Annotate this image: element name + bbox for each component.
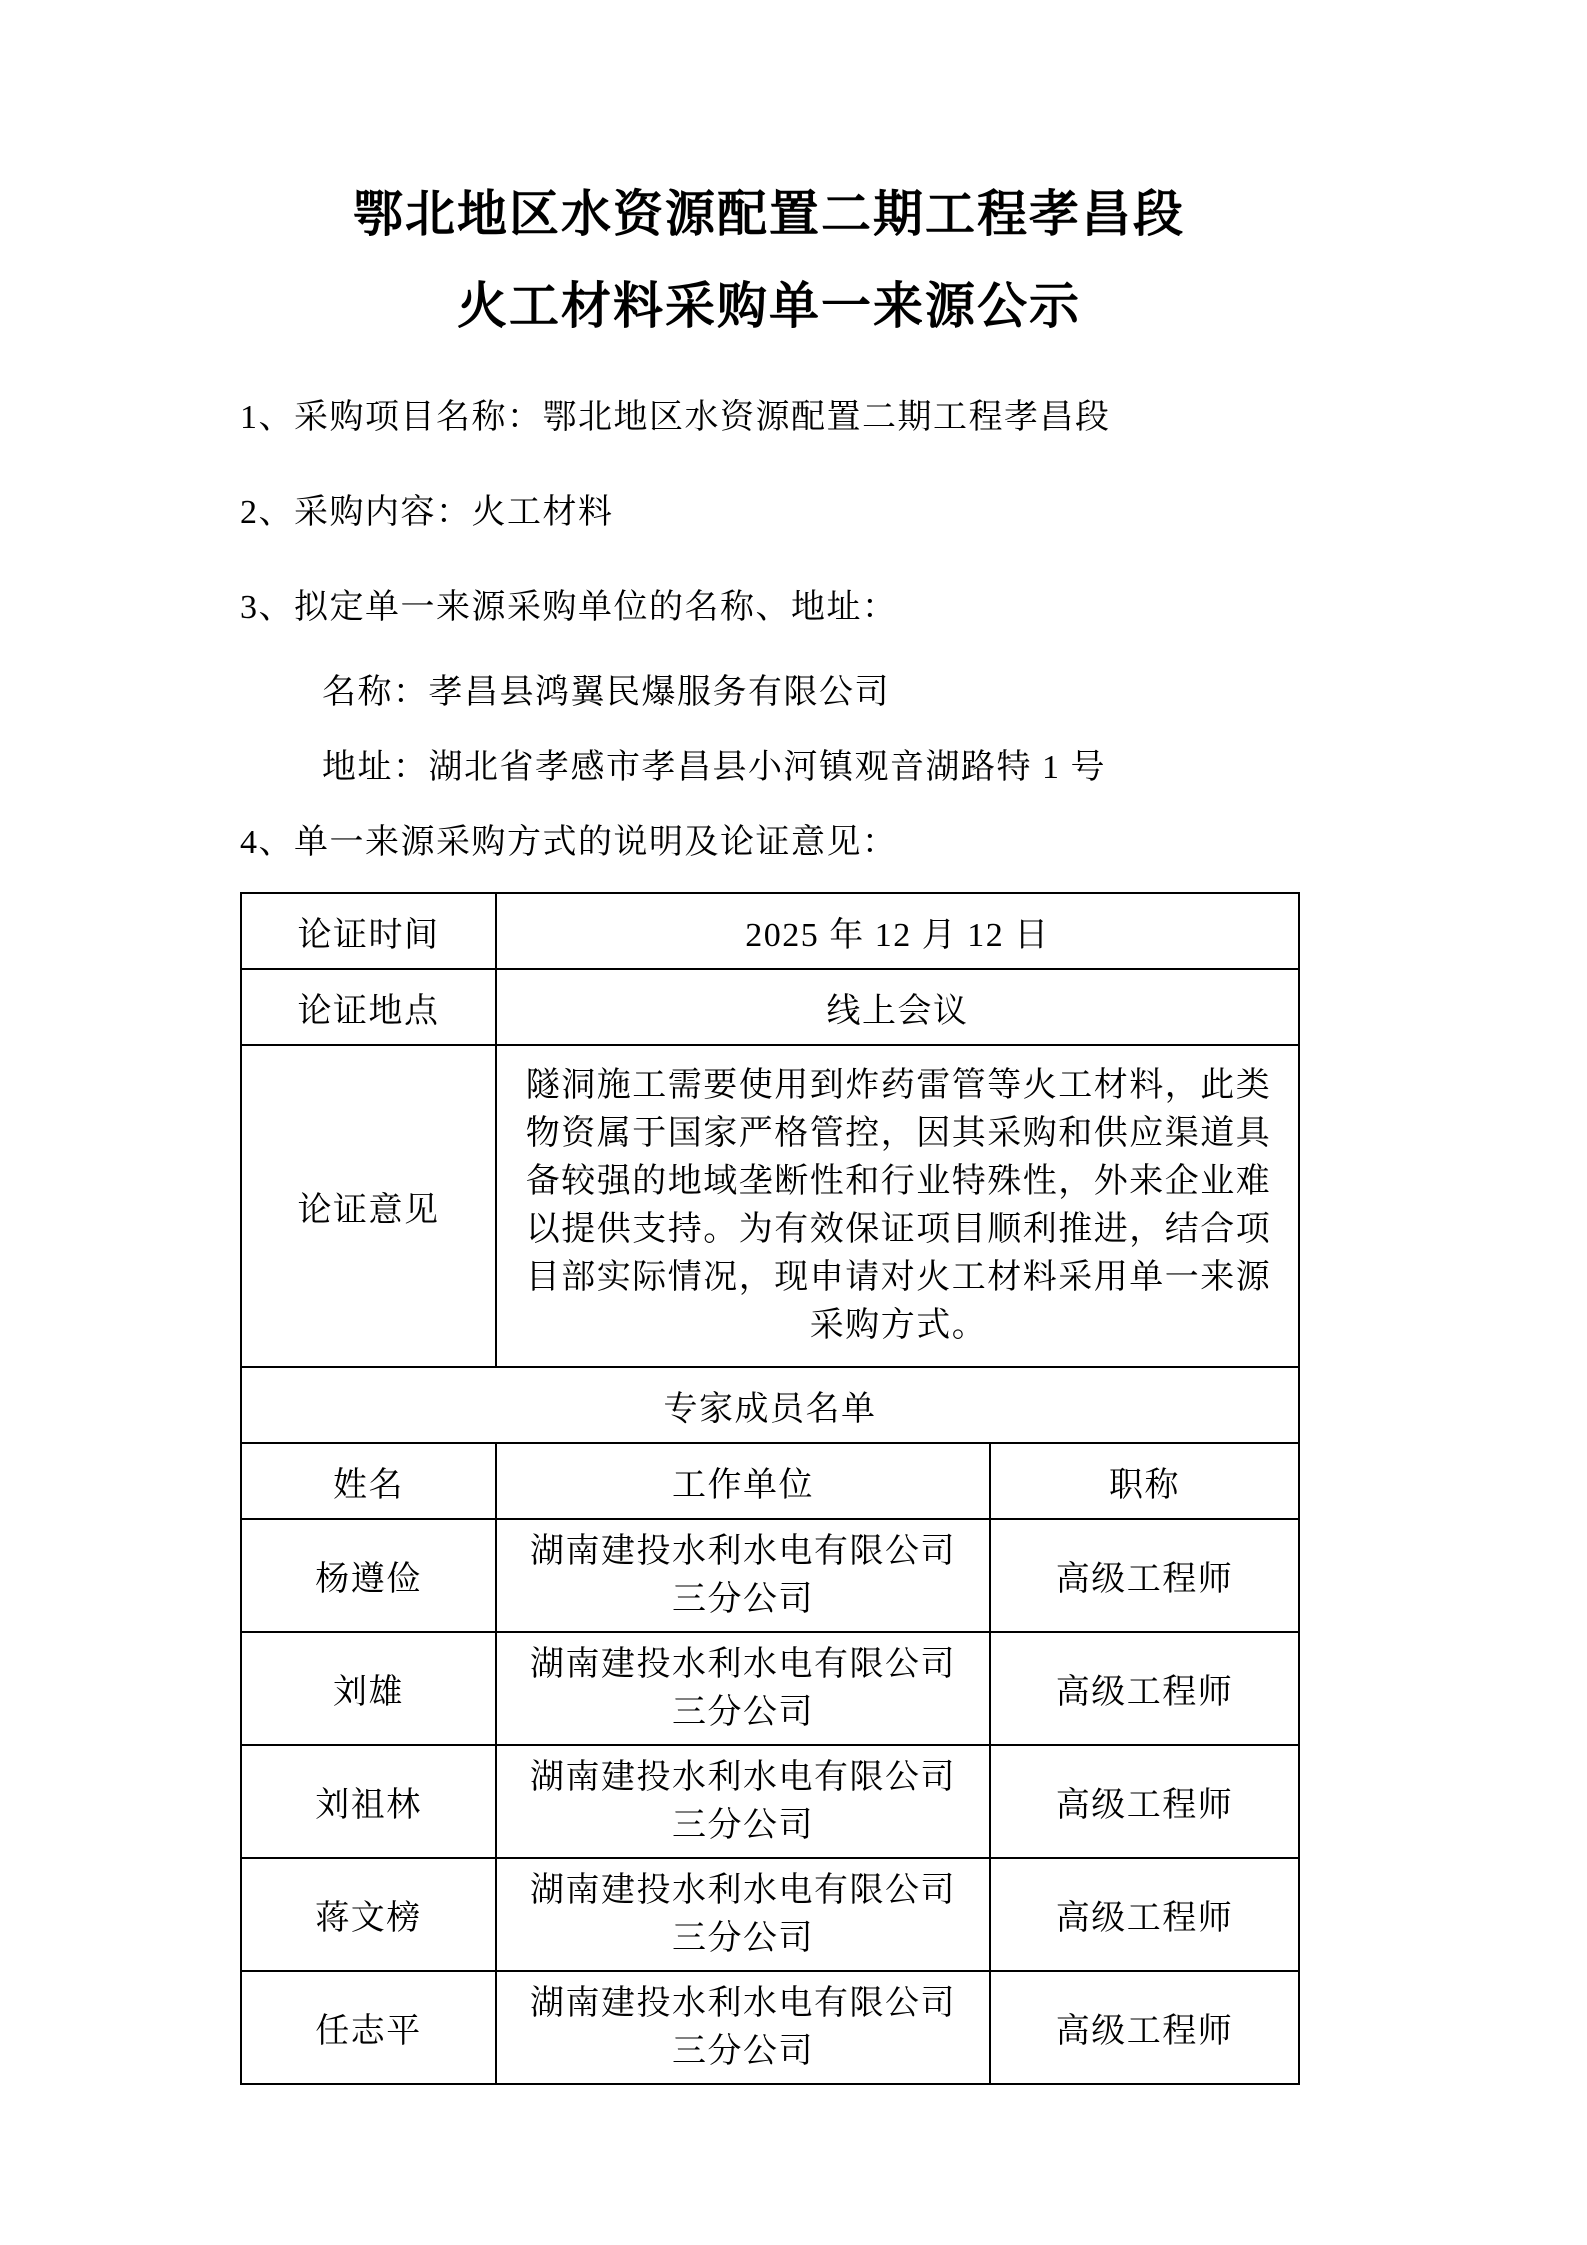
expert-org [496,1632,990,1745]
expert-org [496,1745,990,1858]
expert-title: 高级工程师 [990,1745,1299,1858]
expert-row-1 [241,1519,1299,1632]
expert-row-3 [241,1745,1299,1858]
item-4-justification-heading: 4、单一来源采购方式的说明及论证意见： [240,824,898,861]
expert-org-line-1: 湖南建投水利水电有限公司 [530,1871,956,1909]
expert-name: 蒋文榜 [241,1858,496,1971]
row-experts-header [241,1443,1299,1519]
expert-org-line-1: 湖南建投水利水电有限公司 [530,1758,956,1796]
expert-row-5 [241,1971,1299,2084]
demonstration-place-label: 论证地点 [241,969,496,1045]
document-title [240,168,1298,352]
column-header-title: 职称 [990,1443,1299,1519]
expert-name: 刘祖林 [241,1745,496,1858]
demonstration-opinion-text: 隧洞施工需要使用到炸药雷管等火工材料，此类物资属于国家严格管控，因其采购和供应渠道具备较强的地域垄断性和行业特殊性，外来企业难以提供支持。为有效保证项目顺利推进，结合项目部实际情况，现申请对火工材料采用单一来源采购方式。 [496,1045,1299,1367]
numbered-items [240,370,1298,880]
expert-row-4 [241,1858,1299,1971]
item-3-supplier-heading: 3、拟定单一来源采购单位的名称、地址： [240,589,898,626]
demonstration-place-value: 线上会议 [496,969,1299,1045]
row-demonstration-time [241,893,1299,969]
expert-title: 高级工程师 [990,1632,1299,1745]
supplier-address-line: 地址：湖北省孝感市孝昌县小河镇观音湖路特 1 号 [322,749,1106,786]
expert-org-line-2: 三分公司 [672,2032,814,2070]
item-2-procurement-content: 2、采购内容：火工材料 [240,494,614,531]
demonstration-opinion-label: 论证意见 [241,1045,496,1367]
demonstration-time-label: 论证时间 [241,893,496,969]
document-title-line-2: 火工材料采购单一来源公示 [457,278,1081,334]
expert-org-line-2: 三分公司 [672,1580,814,1618]
expert-org-line-1: 湖南建投水利水电有限公司 [530,1532,956,1570]
row-demonstration-place [241,969,1299,1045]
expert-name: 杨遵俭 [241,1519,496,1632]
expert-org-line-2: 三分公司 [672,1919,814,1957]
row-experts-section-title [241,1367,1299,1443]
supplier-name-line: 名称：孝昌县鸿翼民爆服务有限公司 [322,674,890,711]
column-header-org: 工作单位 [496,1443,990,1519]
expert-org-line-2: 三分公司 [672,1806,814,1844]
document-title-line-1: 鄂北地区水资源配置二期工程孝昌段 [353,186,1185,242]
expert-title: 高级工程师 [990,1519,1299,1632]
expert-org [496,1519,990,1632]
expert-title: 高级工程师 [990,1858,1299,1971]
expert-name: 任志平 [241,1971,496,2084]
procurement-justification-table [240,892,1300,2085]
expert-name: 刘雄 [241,1632,496,1745]
demonstration-time-value: 2025 年 12 月 12 日 [496,893,1299,969]
item-1-project-name: 1、采购项目名称：鄂北地区水资源配置二期工程孝昌段 [240,399,1111,436]
expert-org [496,1858,990,1971]
expert-org-line-1: 湖南建投水利水电有限公司 [530,1984,956,2022]
expert-title: 高级工程师 [990,1971,1299,2084]
expert-org-line-2: 三分公司 [672,1693,814,1731]
column-header-name: 姓名 [241,1443,496,1519]
expert-org [496,1971,990,2084]
expert-row-2 [241,1632,1299,1745]
expert-org-line-1: 湖南建投水利水电有限公司 [530,1645,956,1683]
experts-section-title: 专家成员名单 [241,1367,1299,1443]
document-content [240,168,1298,2085]
row-demonstration-opinion [241,1045,1299,1367]
